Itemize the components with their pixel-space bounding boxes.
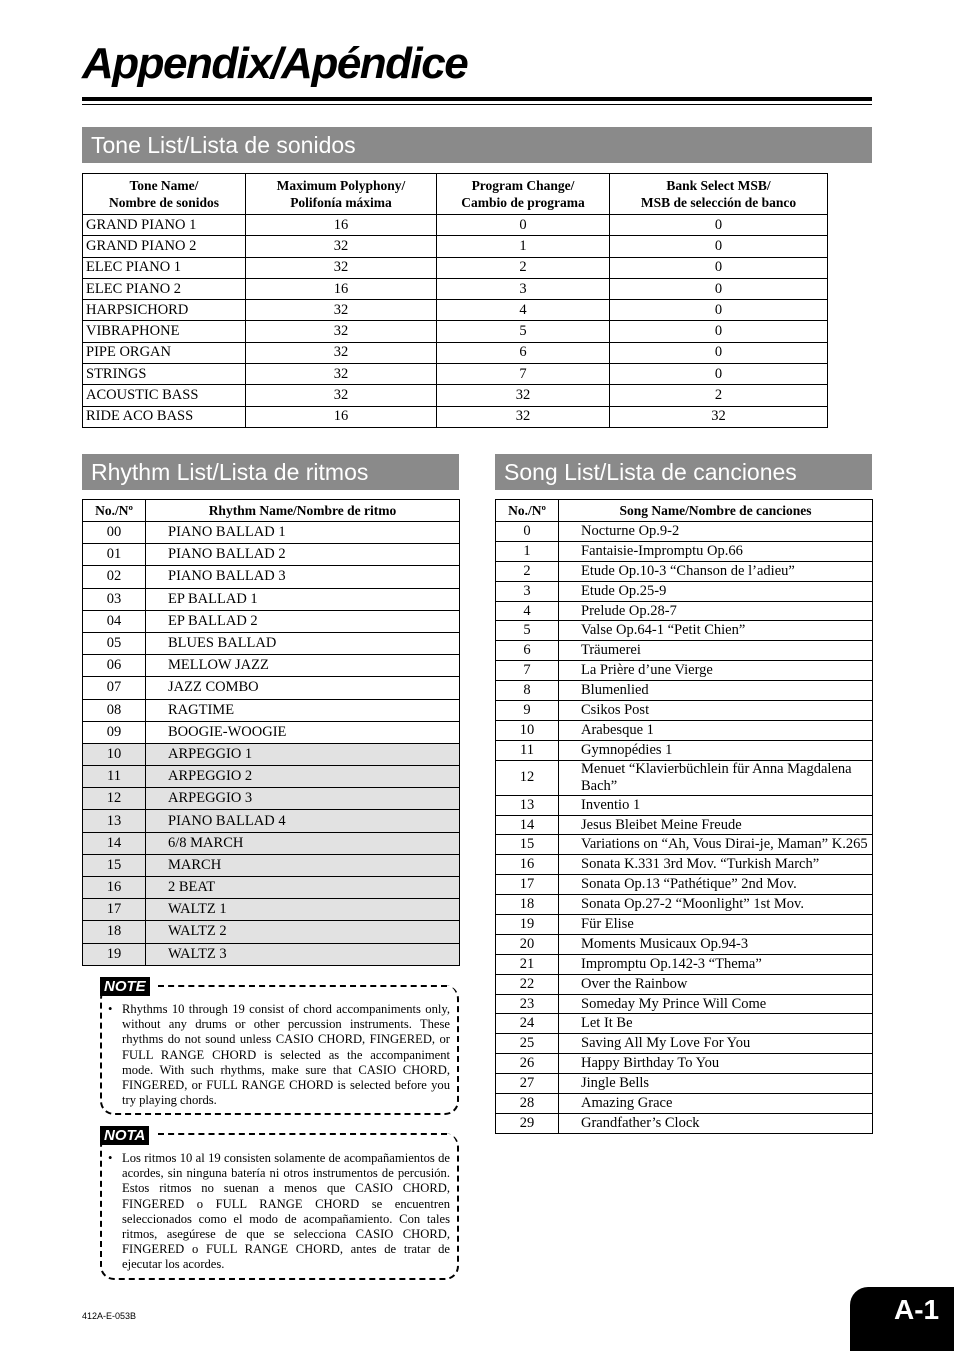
table-row	[496, 1034, 873, 1054]
rhythm-number: 08	[83, 699, 146, 721]
tone-value-cell: 0	[610, 364, 828, 385]
tone-header-line: MSB de selección de banco	[640, 195, 797, 210]
song-name: Csikos Post	[559, 701, 873, 721]
rhythm-name: JAZZ COMBO	[146, 677, 460, 699]
tone-value-cell: 32	[246, 385, 437, 406]
rhythm-number: 06	[83, 655, 146, 677]
title-rule-thick	[82, 97, 872, 101]
table-row	[83, 632, 460, 654]
rhythm-name: PIANO BALLAD 3	[146, 566, 460, 588]
song-number: 7	[496, 661, 559, 681]
tone-value-cell: 32	[246, 236, 437, 257]
rhythm-name: MARCH	[146, 854, 460, 876]
rhythm-number: 05	[83, 632, 146, 654]
tone-value-cell: 32	[246, 364, 437, 385]
table-row	[83, 877, 460, 899]
table-row	[496, 1094, 873, 1114]
table-row	[496, 875, 873, 895]
rhythm-number: 04	[83, 610, 146, 632]
tone-value-cell: 32	[437, 385, 610, 406]
table-row	[496, 641, 873, 661]
table-row	[496, 581, 873, 601]
table-row	[496, 522, 873, 542]
song-name: Etude Op.10-3 “Chanson de l’adieu”	[559, 561, 873, 581]
table-row	[496, 661, 873, 681]
tone-header-line: Bank Select MSB/	[666, 178, 771, 193]
table-row	[83, 566, 460, 588]
tone-header-cell	[246, 174, 437, 215]
song-number: 20	[496, 934, 559, 954]
rhythm-number: 01	[83, 544, 146, 566]
song-name: Let It Be	[559, 1014, 873, 1034]
table-row	[83, 655, 460, 677]
rhythm-number: 02	[83, 566, 146, 588]
table-row	[496, 541, 873, 561]
note-bullet: •	[108, 1002, 113, 1016]
tone-value-cell: 2	[610, 385, 828, 406]
table-row	[83, 364, 828, 385]
nota-text: Los ritmos 10 al 19 consisten solamente de acompañamientos de acordes, sin ninguna batería ni otros instrumentos de percusión. Estos ritmos no suenan a menos que CASIO CHORD, FINGERED o FULL RANGE CHORD se encuentren seleccionados como el modo de acompañamiento. Con tales ritmos, asegúrese de que se selecciona CASIO CHORD, FINGERED o FULL RANGE CHORD, antes de tratar de ejecutar los acordes.	[122, 1151, 450, 1272]
rhythm-name: PIANO BALLAD 2	[146, 544, 460, 566]
table-row	[496, 701, 873, 721]
rhythm-number: 11	[83, 766, 146, 788]
nota-label: NOTA	[100, 1126, 149, 1145]
song-name: Menuet “Klavierbüchlein für Anna Magdalena Bach”	[559, 760, 873, 795]
rhythm-name: EP BALLAD 1	[146, 588, 460, 610]
rhythm-number: 10	[83, 743, 146, 765]
tone-value-cell: 0	[610, 300, 828, 321]
tone-header-line: Maximum Polyphony/	[276, 178, 406, 193]
song-number: 9	[496, 701, 559, 721]
rhythm-number: 00	[83, 522, 146, 544]
tone-table	[82, 173, 828, 428]
rhythm-number: 15	[83, 854, 146, 876]
table-row	[496, 795, 873, 815]
song-number: 14	[496, 815, 559, 835]
song-number: 27	[496, 1074, 559, 1094]
rhythm-name: 2 BEAT	[146, 877, 460, 899]
song-name: Amazing Grace	[559, 1094, 873, 1114]
table-row	[496, 994, 873, 1014]
note-text-block	[104, 1002, 450, 1108]
tone-value-cell: 0	[610, 215, 828, 236]
table-row	[83, 854, 460, 876]
tone-value-cell: 32	[437, 406, 610, 427]
song-number: 26	[496, 1054, 559, 1074]
song-number: 19	[496, 915, 559, 935]
tone-value-cell: 6	[437, 342, 610, 363]
table-row	[83, 278, 828, 299]
table-row	[83, 522, 460, 544]
song-header-name: Song Name/Nombre de canciones	[559, 500, 873, 522]
rhythm-number: 13	[83, 810, 146, 832]
tone-name-cell: ELEC PIANO 2	[83, 278, 246, 299]
song-number: 25	[496, 1034, 559, 1054]
tone-name-cell: RIDE ACO BASS	[83, 406, 246, 427]
page-number-tab: A-1	[850, 1287, 954, 1351]
rhythm-number: 19	[83, 943, 146, 965]
table-row	[496, 1074, 873, 1094]
table-row	[496, 835, 873, 855]
table-row	[83, 899, 460, 921]
note-text: Rhythms 10 through 19 consist of chord accompaniments only, without any drums or other percussion instruments. These rhythms do not sound unless CASIO CHORD, FINGERED, or FULL RANGE CHORD is selected as the accompaniment mode. With such rhythms, make sure that CASIO CHORD, FINGERED, or FULL RANGE CHORD is selected before you try playing chords.	[122, 1002, 450, 1108]
song-number: 13	[496, 795, 559, 815]
table-row	[83, 832, 460, 854]
rhythm-name: EP BALLAD 2	[146, 610, 460, 632]
tone-value-cell: 32	[246, 321, 437, 342]
song-list-heading: Song List/Lista de canciones	[495, 454, 872, 490]
song-number: 2	[496, 561, 559, 581]
table-row	[496, 561, 873, 581]
table-row	[496, 915, 873, 935]
song-name: Jingle Bells	[559, 1074, 873, 1094]
tone-name-cell: ELEC PIANO 1	[83, 257, 246, 278]
rhythm-name: 6/8 MARCH	[146, 832, 460, 854]
tone-value-cell: 16	[246, 278, 437, 299]
song-name: Happy Birthday To You	[559, 1054, 873, 1074]
table-row	[83, 385, 828, 406]
tone-value-cell: 2	[437, 257, 610, 278]
rhythm-name: WALTZ 3	[146, 943, 460, 965]
song-name: Etude Op.25-9	[559, 581, 873, 601]
song-number: 3	[496, 581, 559, 601]
song-name: Prelude Op.28-7	[559, 601, 873, 621]
rhythm-name: MELLOW JAZZ	[146, 655, 460, 677]
table-row	[496, 621, 873, 641]
song-table	[495, 499, 873, 1134]
table-row	[83, 257, 828, 278]
song-name: Inventio 1	[559, 795, 873, 815]
tone-name-cell: HARPSICHORD	[83, 300, 246, 321]
rhythm-list-heading: Rhythm List/Lista de ritmos	[82, 454, 459, 490]
tone-value-cell: 32	[246, 300, 437, 321]
tone-header-line: Tone Name/	[129, 178, 199, 193]
tone-value-cell: 0	[610, 257, 828, 278]
song-name: Jesus Bleibet Meine Freude	[559, 815, 873, 835]
table-row	[496, 934, 873, 954]
tone-value-cell: 16	[246, 215, 437, 236]
table-row	[83, 721, 460, 743]
rhythm-number: 16	[83, 877, 146, 899]
song-number: 10	[496, 720, 559, 740]
table-row	[83, 921, 460, 943]
tone-name-cell: GRAND PIANO 1	[83, 215, 246, 236]
table-row	[83, 544, 460, 566]
song-number: 11	[496, 740, 559, 760]
tone-value-cell: 16	[246, 406, 437, 427]
table-row	[83, 743, 460, 765]
rhythm-number: 14	[83, 832, 146, 854]
song-number: 18	[496, 895, 559, 915]
table-row	[83, 810, 460, 832]
song-number: 6	[496, 641, 559, 661]
rhythm-number: 03	[83, 588, 146, 610]
tone-header-line: Polifonía máxima	[290, 195, 392, 210]
table-row	[83, 610, 460, 632]
table-row	[496, 895, 873, 915]
tone-value-cell: 4	[437, 300, 610, 321]
nota-text-block	[104, 1151, 450, 1273]
table-row	[83, 588, 460, 610]
table-row	[496, 855, 873, 875]
table-row	[83, 788, 460, 810]
tone-value-cell: 32	[246, 342, 437, 363]
song-number: 28	[496, 1094, 559, 1114]
nota-bullet: •	[108, 1151, 113, 1165]
tone-list-heading: Tone List/Lista de sonidos	[82, 127, 872, 163]
tone-value-cell: 0	[610, 342, 828, 363]
table-row	[496, 1014, 873, 1034]
table-row	[83, 215, 828, 236]
song-number: 12	[496, 760, 559, 795]
rhythm-table	[82, 499, 460, 966]
rhythm-header-name: Rhythm Name/Nombre de ritmo	[146, 500, 460, 522]
title-rule-thin	[82, 104, 872, 105]
tone-name-cell: VIBRAPHONE	[83, 321, 246, 342]
page-title: Appendix/Apéndice	[82, 39, 468, 88]
song-name: Impromptu Op.142-3 “Thema”	[559, 954, 873, 974]
song-name: Saving All My Love For You	[559, 1034, 873, 1054]
tone-header-line: Nombre de sonidos	[108, 195, 220, 210]
rhythm-number: 09	[83, 721, 146, 743]
song-name: Arabesque 1	[559, 720, 873, 740]
table-row	[83, 236, 828, 257]
song-name: Someday My Prince Will Come	[559, 994, 873, 1014]
table-row	[83, 766, 460, 788]
table-row	[496, 1113, 873, 1133]
song-name: Fantaisie-Impromptu Op.66	[559, 541, 873, 561]
rhythm-number: 18	[83, 921, 146, 943]
song-name: Over the Rainbow	[559, 974, 873, 994]
document-code: 412A-E-053B	[82, 1311, 137, 1321]
song-number: 16	[496, 855, 559, 875]
song-number: 23	[496, 994, 559, 1014]
song-name: Träumerei	[559, 641, 873, 661]
table-row	[496, 601, 873, 621]
tone-header-line: Cambio de programa	[461, 195, 585, 210]
rhythm-number: 17	[83, 899, 146, 921]
rhythm-name: PIANO BALLAD 4	[146, 810, 460, 832]
tone-value-cell: 32	[246, 257, 437, 278]
tone-header-cell	[610, 174, 828, 215]
tone-header-cell	[83, 174, 246, 215]
song-number: 1	[496, 541, 559, 561]
rhythm-number: 12	[83, 788, 146, 810]
rhythm-name: ARPEGGIO 3	[146, 788, 460, 810]
tone-value-cell: 0	[437, 215, 610, 236]
rhythm-number: 07	[83, 677, 146, 699]
song-name: Sonata K.331 3rd Mov. “Turkish March”	[559, 855, 873, 875]
song-header-no: No./Nº	[496, 500, 559, 522]
song-number: 24	[496, 1014, 559, 1034]
rhythm-name: ARPEGGIO 1	[146, 743, 460, 765]
tone-name-cell: ACOUSTIC BASS	[83, 385, 246, 406]
song-name: Moments Musicaux Op.94-3	[559, 934, 873, 954]
table-row	[83, 321, 828, 342]
rhythm-header-no: No./Nº	[83, 500, 146, 522]
tone-value-cell: 0	[610, 278, 828, 299]
rhythm-name: BLUES BALLAD	[146, 632, 460, 654]
song-number: 4	[496, 601, 559, 621]
song-number: 5	[496, 621, 559, 641]
rhythm-name: WALTZ 2	[146, 921, 460, 943]
tone-header-cell	[437, 174, 610, 215]
tone-value-cell: 32	[610, 406, 828, 427]
table-row	[496, 740, 873, 760]
rhythm-name: BOOGIE-WOOGIE	[146, 721, 460, 743]
rhythm-name: WALTZ 1	[146, 899, 460, 921]
song-number: 0	[496, 522, 559, 542]
song-number: 8	[496, 681, 559, 701]
song-name: Variations on “Ah, Vous Dirai-je, Maman” K.265	[559, 835, 873, 855]
rhythm-name: PIANO BALLAD 1	[146, 522, 460, 544]
song-name: Nocturne Op.9-2	[559, 522, 873, 542]
tone-value-cell: 1	[437, 236, 610, 257]
table-row	[496, 954, 873, 974]
song-number: 15	[496, 835, 559, 855]
song-name: Sonata Op.27-2 “Moonlight” 1st Mov.	[559, 895, 873, 915]
tone-value-cell: 3	[437, 278, 610, 299]
song-number: 17	[496, 875, 559, 895]
tone-value-cell: 0	[610, 321, 828, 342]
tone-value-cell: 7	[437, 364, 610, 385]
table-row	[496, 760, 873, 795]
table-row	[496, 1054, 873, 1074]
song-name: Für Elise	[559, 915, 873, 935]
tone-value-cell: 5	[437, 321, 610, 342]
tone-name-cell: STRINGS	[83, 364, 246, 385]
song-number: 22	[496, 974, 559, 994]
song-name: Valse Op.64-1 “Petit Chien”	[559, 621, 873, 641]
rhythm-name: ARPEGGIO 2	[146, 766, 460, 788]
song-number: 29	[496, 1113, 559, 1133]
table-row	[83, 699, 460, 721]
song-name: Gymnopédies 1	[559, 740, 873, 760]
song-name: Sonata Op.13 “Pathétique” 2nd Mov.	[559, 875, 873, 895]
table-row	[83, 677, 460, 699]
song-number: 21	[496, 954, 559, 974]
table-row	[496, 974, 873, 994]
song-name: Blumenlied	[559, 681, 873, 701]
tone-value-cell: 0	[610, 236, 828, 257]
table-row	[496, 815, 873, 835]
tone-table-header	[83, 174, 828, 215]
song-name: Grandfather’s Clock	[559, 1113, 873, 1133]
rhythm-name: RAGTIME	[146, 699, 460, 721]
table-row	[83, 943, 460, 965]
tone-name-cell: GRAND PIANO 2	[83, 236, 246, 257]
tone-header-line: Program Change/	[471, 178, 575, 193]
note-label: NOTE	[100, 977, 150, 996]
table-row	[83, 406, 828, 427]
table-row	[83, 342, 828, 363]
table-row	[83, 300, 828, 321]
song-name: La Prière d’une Vierge	[559, 661, 873, 681]
table-row	[496, 720, 873, 740]
tone-name-cell: PIPE ORGAN	[83, 342, 246, 363]
table-row	[496, 681, 873, 701]
